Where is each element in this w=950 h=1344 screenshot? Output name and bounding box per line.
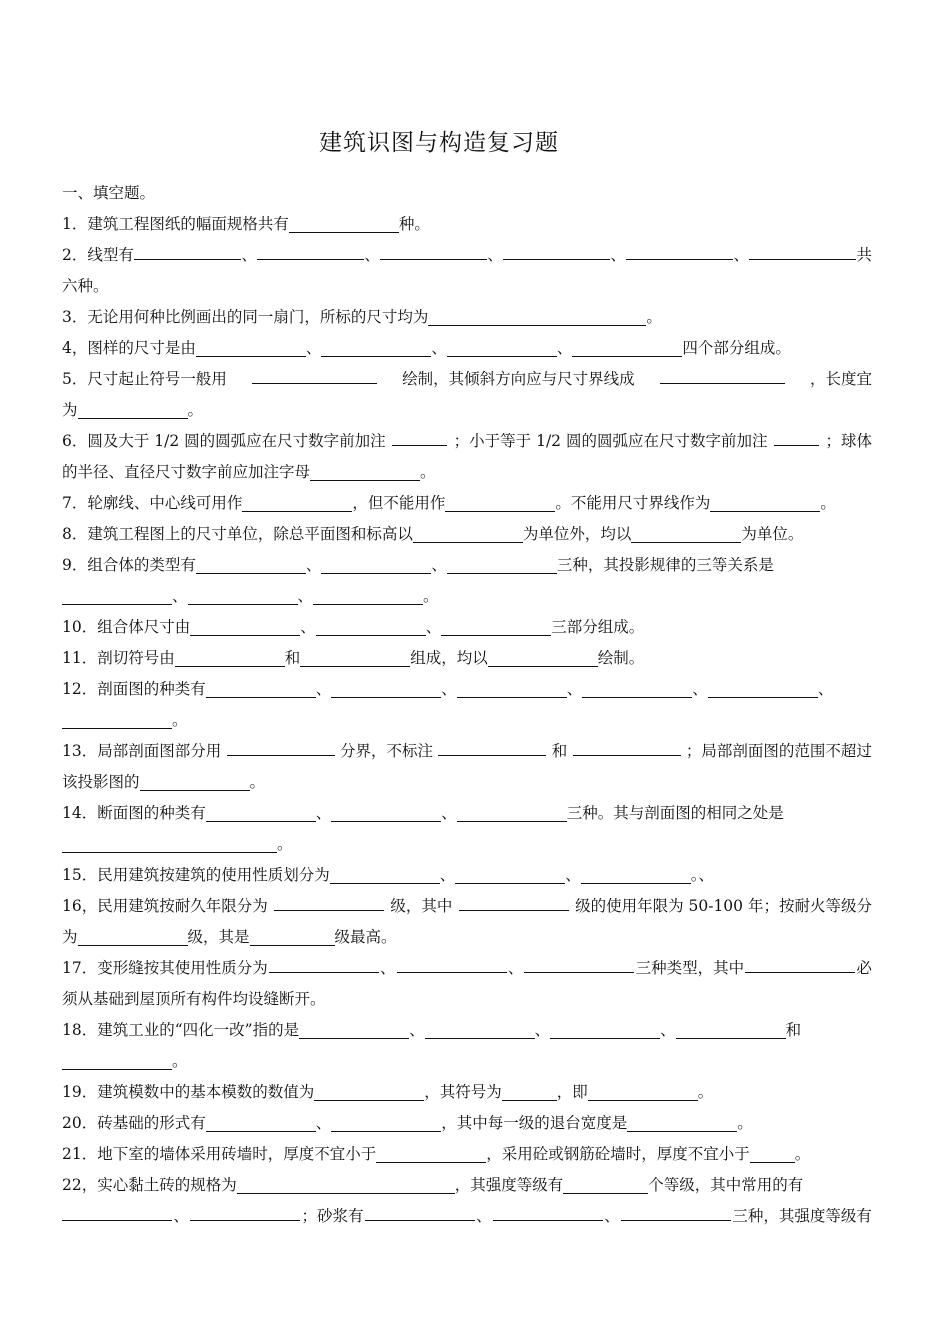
q-text: 8．建筑工程图上的尺寸单位，除总平面图和标高以 (62, 525, 413, 543)
blank[interactable] (749, 241, 857, 260)
sep: 、 (610, 246, 626, 264)
question-7 (62, 488, 872, 519)
blank[interactable] (428, 307, 646, 326)
blank[interactable] (392, 427, 447, 446)
blank[interactable] (257, 241, 365, 260)
q-text: ，其符号为 (424, 1083, 502, 1101)
q-text: ，其强度等级有 (454, 1176, 564, 1194)
sep: 、 (409, 1021, 425, 1039)
sep: 、 (305, 339, 322, 357)
q-text: 绘制，其倾斜方向应与尺寸界线成 (402, 370, 635, 388)
blank[interactable] (134, 241, 242, 260)
q-text: ，其中每一级的退台宽度是 (441, 1114, 628, 1132)
blank[interactable] (175, 648, 285, 667)
question-11 (62, 643, 872, 674)
sep: 。 (249, 773, 266, 791)
sep: 、 (817, 680, 834, 698)
q-text: 为 (62, 928, 78, 946)
question-16-cont (62, 922, 872, 953)
blank[interactable] (710, 493, 820, 512)
q-text: 为单位。 (741, 525, 804, 543)
blank[interactable] (563, 1175, 648, 1194)
blank[interactable] (380, 241, 488, 260)
q-text: 1．建筑工程图纸的幅面规格共有 (62, 215, 289, 233)
q-text: 三种，其投影规律的三等关系是 (556, 556, 774, 574)
question-5 (62, 364, 872, 395)
question-2-cont: 六种。 (62, 277, 109, 295)
q-text: 14．断面图的种类有 (62, 804, 206, 822)
q-text: 22，实心黏土砖的规格为 (62, 1176, 237, 1194)
blank[interactable] (188, 586, 298, 605)
blank[interactable] (310, 462, 420, 481)
sep: 、 (604, 1207, 620, 1225)
question-list (62, 178, 872, 1232)
q-text: ；局部剖面图的范围不超过 (685, 742, 872, 760)
q-text: 10．组合体尺寸由 (62, 618, 191, 636)
q-text: 6．圆及大于 1/2 圆的圆弧应在尺寸数字前加注 (62, 432, 386, 450)
blank[interactable] (299, 1020, 409, 1039)
q-text: 种。 (398, 215, 430, 233)
sep: 。 (646, 308, 662, 326)
question-15 (62, 860, 872, 891)
q-text: ；小于等于 1/2 圆的圆弧应在尺寸数字前加注 (453, 432, 768, 450)
question-6-cont (62, 457, 872, 488)
question-12 (62, 674, 872, 705)
blank[interactable] (206, 803, 316, 822)
question-4 (62, 333, 872, 364)
q-text: 和 (551, 742, 568, 760)
q-text: 三部分组成。 (551, 618, 645, 636)
blank[interactable] (227, 737, 335, 756)
blank[interactable] (457, 803, 567, 822)
section-heading: 一、填空题。 (62, 184, 156, 202)
blank[interactable] (447, 555, 557, 574)
blank[interactable] (331, 803, 441, 822)
blank[interactable] (196, 338, 306, 357)
blank[interactable] (441, 617, 551, 636)
blank[interactable] (274, 892, 384, 911)
sep: 、 (241, 246, 257, 264)
q-text: 分界，不标注 (339, 742, 433, 760)
blank[interactable] (196, 555, 306, 574)
blank[interactable] (330, 865, 440, 884)
blank[interactable] (331, 1113, 441, 1132)
blank[interactable] (190, 617, 300, 636)
blank[interactable] (455, 865, 565, 884)
question-18 (62, 1015, 872, 1046)
blank[interactable] (250, 927, 335, 946)
blank[interactable] (631, 524, 741, 543)
blank[interactable] (300, 648, 410, 667)
blank[interactable] (503, 241, 611, 260)
q-text: 三种。其与剖面图的相同之处是 (566, 804, 784, 822)
question-17-cont: 须从基础到屋顶所有构件均设缝断开。 (62, 990, 326, 1008)
blank[interactable] (745, 954, 855, 973)
blank[interactable] (321, 555, 431, 574)
sep: 。 (794, 1145, 811, 1163)
sep: 。 (172, 711, 188, 729)
q-text: 17．变形缝按其使用性质分为 (62, 959, 268, 977)
blank[interactable] (62, 834, 277, 853)
sep: 。 (172, 1052, 188, 1070)
blank[interactable] (774, 427, 819, 446)
question-21 (62, 1139, 872, 1170)
question-8 (62, 519, 872, 550)
q-text: ，即 (556, 1083, 588, 1101)
blank[interactable] (750, 1144, 795, 1163)
question-14-cont (62, 829, 872, 860)
sep: 、 (439, 866, 456, 884)
q-text: 共 (856, 246, 872, 264)
q-text: 必 (856, 959, 872, 977)
question-18-cont (62, 1046, 872, 1077)
blank[interactable] (206, 1113, 316, 1132)
q-text: 15．民用建筑按建筑的使用性质划分为 (62, 866, 330, 884)
sep: 、 (487, 246, 503, 264)
sep: 、 (534, 1021, 551, 1039)
blank[interactable] (445, 493, 555, 512)
q-text: 和 (284, 649, 301, 667)
blank[interactable] (626, 241, 734, 260)
blank[interactable] (237, 1175, 455, 1194)
blank[interactable] (62, 586, 172, 605)
sep: 、 (431, 556, 447, 574)
question-14 (62, 798, 872, 829)
sep: 、 (692, 680, 708, 698)
blank[interactable] (269, 954, 379, 973)
blank[interactable] (572, 338, 682, 357)
blank[interactable] (413, 524, 523, 543)
q-text: 20．砖基础的形式有 (62, 1114, 206, 1132)
blank[interactable] (78, 927, 188, 946)
question-1 (62, 209, 872, 240)
q-text: ，采用砼或钢筋砼墙时，厚度不宜小于 (486, 1145, 750, 1163)
blank[interactable] (447, 338, 557, 357)
sep: 、 (733, 246, 749, 264)
blank[interactable] (376, 1144, 486, 1163)
q-text: 三种，其强度等级有 (732, 1207, 872, 1225)
sep: 、 (315, 1114, 332, 1132)
q-text: 12．剖面图的种类有 (62, 680, 206, 698)
question-5-cont (62, 395, 872, 426)
q-text: 的半径、直径尺寸数字前应加注字母 (62, 463, 311, 481)
q-text: 19．建筑模数中的基本模数的数值为 (62, 1083, 315, 1101)
q-text: 级最高。 (334, 928, 397, 946)
q-text: 2．线型有 (62, 246, 134, 264)
sep: 。 (277, 835, 293, 853)
blank[interactable] (676, 1020, 786, 1039)
blank[interactable] (573, 737, 681, 756)
sep: 、 (431, 339, 447, 357)
question-13 (62, 736, 872, 767)
sep: 、 (315, 804, 332, 822)
blank[interactable] (316, 617, 426, 636)
q-text: ，长度宜 (809, 370, 872, 388)
question-13-cont (62, 767, 872, 798)
blank[interactable] (660, 365, 785, 384)
sep: 、 (441, 680, 457, 698)
q-text: 该投影图的 (62, 773, 140, 791)
page-title: 建筑识图与构造复习题 (319, 130, 559, 156)
q-text: 为 (62, 401, 78, 419)
blank[interactable] (289, 214, 399, 233)
q-text: 。不能用尺寸界线作为 (555, 494, 711, 512)
q-text: ；球体 (825, 432, 872, 450)
blank[interactable] (242, 493, 352, 512)
q-text: 四个部分组成。 (682, 339, 791, 357)
q-text: 个等级，其中常用的有 (648, 1176, 804, 1194)
sep: 、 (425, 618, 442, 636)
sep: 。 (187, 401, 204, 419)
sep: 、 (565, 866, 581, 884)
blank[interactable] (459, 892, 569, 911)
question-6 (62, 426, 872, 457)
blank[interactable] (550, 1020, 660, 1039)
question-19 (62, 1077, 872, 1108)
question-9 (62, 550, 872, 581)
blank[interactable] (708, 679, 818, 698)
q-text: 级的使用年限为 50-100 年；按耐火等级分 (575, 897, 872, 915)
sep: 、 (300, 618, 316, 636)
question-12-cont (62, 705, 872, 736)
sep: 。 (737, 1114, 753, 1132)
blank[interactable] (457, 679, 567, 698)
blank[interactable] (190, 1202, 300, 1221)
sep: 、 (315, 680, 332, 698)
blank[interactable] (321, 338, 431, 357)
blank[interactable] (588, 1082, 698, 1101)
blank[interactable] (62, 710, 172, 729)
sep: 、 (507, 959, 524, 977)
blank[interactable] (62, 1051, 172, 1070)
sep: 。 (423, 587, 439, 605)
blank[interactable] (365, 1202, 475, 1221)
q-text: 。、 (690, 866, 715, 884)
sep: 、 (660, 1021, 676, 1039)
blank[interactable] (425, 1020, 535, 1039)
question-2 (62, 240, 872, 271)
blank[interactable] (582, 679, 692, 698)
q-text: 和 (785, 1021, 802, 1039)
q-text: 21．地下室的墙体采用砖墙时，厚度不宜小于 (62, 1145, 377, 1163)
blank[interactable] (140, 772, 250, 791)
sep: 、 (441, 804, 457, 822)
q-text: 5．尺寸起止符号一般用 (62, 370, 227, 388)
q-text: 组成，均以 (410, 649, 488, 667)
sep: 、 (297, 587, 314, 605)
q-text: ；砂浆有 (301, 1207, 364, 1225)
blank[interactable] (331, 679, 441, 698)
blank[interactable] (493, 1202, 603, 1221)
sep: 。 (697, 1083, 714, 1101)
question-9-cont (62, 581, 872, 612)
q-text: 13．局部剖面图部分用 (62, 742, 222, 760)
blank[interactable] (397, 954, 507, 973)
sep: 、 (566, 680, 583, 698)
sep: 。 (420, 463, 436, 481)
q-text: 绘制。 (597, 649, 645, 667)
q-text: ，但不能用作 (352, 494, 446, 512)
q-text: 11．剖切符号由 (62, 649, 175, 667)
q-text: 3．无论用何种比例画出的同一扇门，所标的尺寸均为 (62, 308, 429, 326)
question-22 (62, 1170, 872, 1201)
blank[interactable] (314, 1082, 424, 1101)
blank[interactable] (62, 1202, 172, 1221)
blank[interactable] (524, 954, 634, 973)
q-text: 级，其中 (390, 897, 453, 915)
question-16 (62, 891, 872, 922)
blank[interactable] (488, 648, 598, 667)
sep: 。 (820, 494, 836, 512)
sep: 、 (556, 339, 573, 357)
q-text: 16，民用建筑按耐久年限分为 (62, 897, 268, 915)
question-10 (62, 612, 872, 643)
q-text: 9．组合体的类型有 (62, 556, 196, 574)
q-text: 三种类型，其中 (635, 959, 745, 977)
blank[interactable] (438, 737, 546, 756)
blank[interactable] (621, 1202, 731, 1221)
sep: 、 (476, 1207, 492, 1225)
blank[interactable] (78, 400, 188, 419)
blank[interactable] (206, 679, 316, 698)
q-text: 7．轮廓线、中心线可用作 (62, 494, 243, 512)
sep: 、 (364, 246, 380, 264)
q-text: 4，图样的尺寸是由 (62, 339, 196, 357)
q-text: 级，其是 (187, 928, 250, 946)
question-17 (62, 953, 872, 984)
question-20 (62, 1108, 872, 1139)
blank[interactable] (313, 586, 423, 605)
question-22-cont (62, 1201, 872, 1232)
question-3 (62, 302, 872, 333)
sep: 、 (305, 556, 322, 574)
blank[interactable] (252, 365, 377, 384)
blank[interactable] (627, 1113, 737, 1132)
blank[interactable] (502, 1082, 557, 1101)
blank[interactable] (581, 865, 691, 884)
sep: 、 (380, 959, 396, 977)
q-text: 为单位外，均以 (522, 525, 632, 543)
sep: 、 (173, 1207, 189, 1225)
sep: 、 (172, 587, 188, 605)
q-text: 18．建筑工业的“四化一改”指的是 (62, 1021, 300, 1039)
